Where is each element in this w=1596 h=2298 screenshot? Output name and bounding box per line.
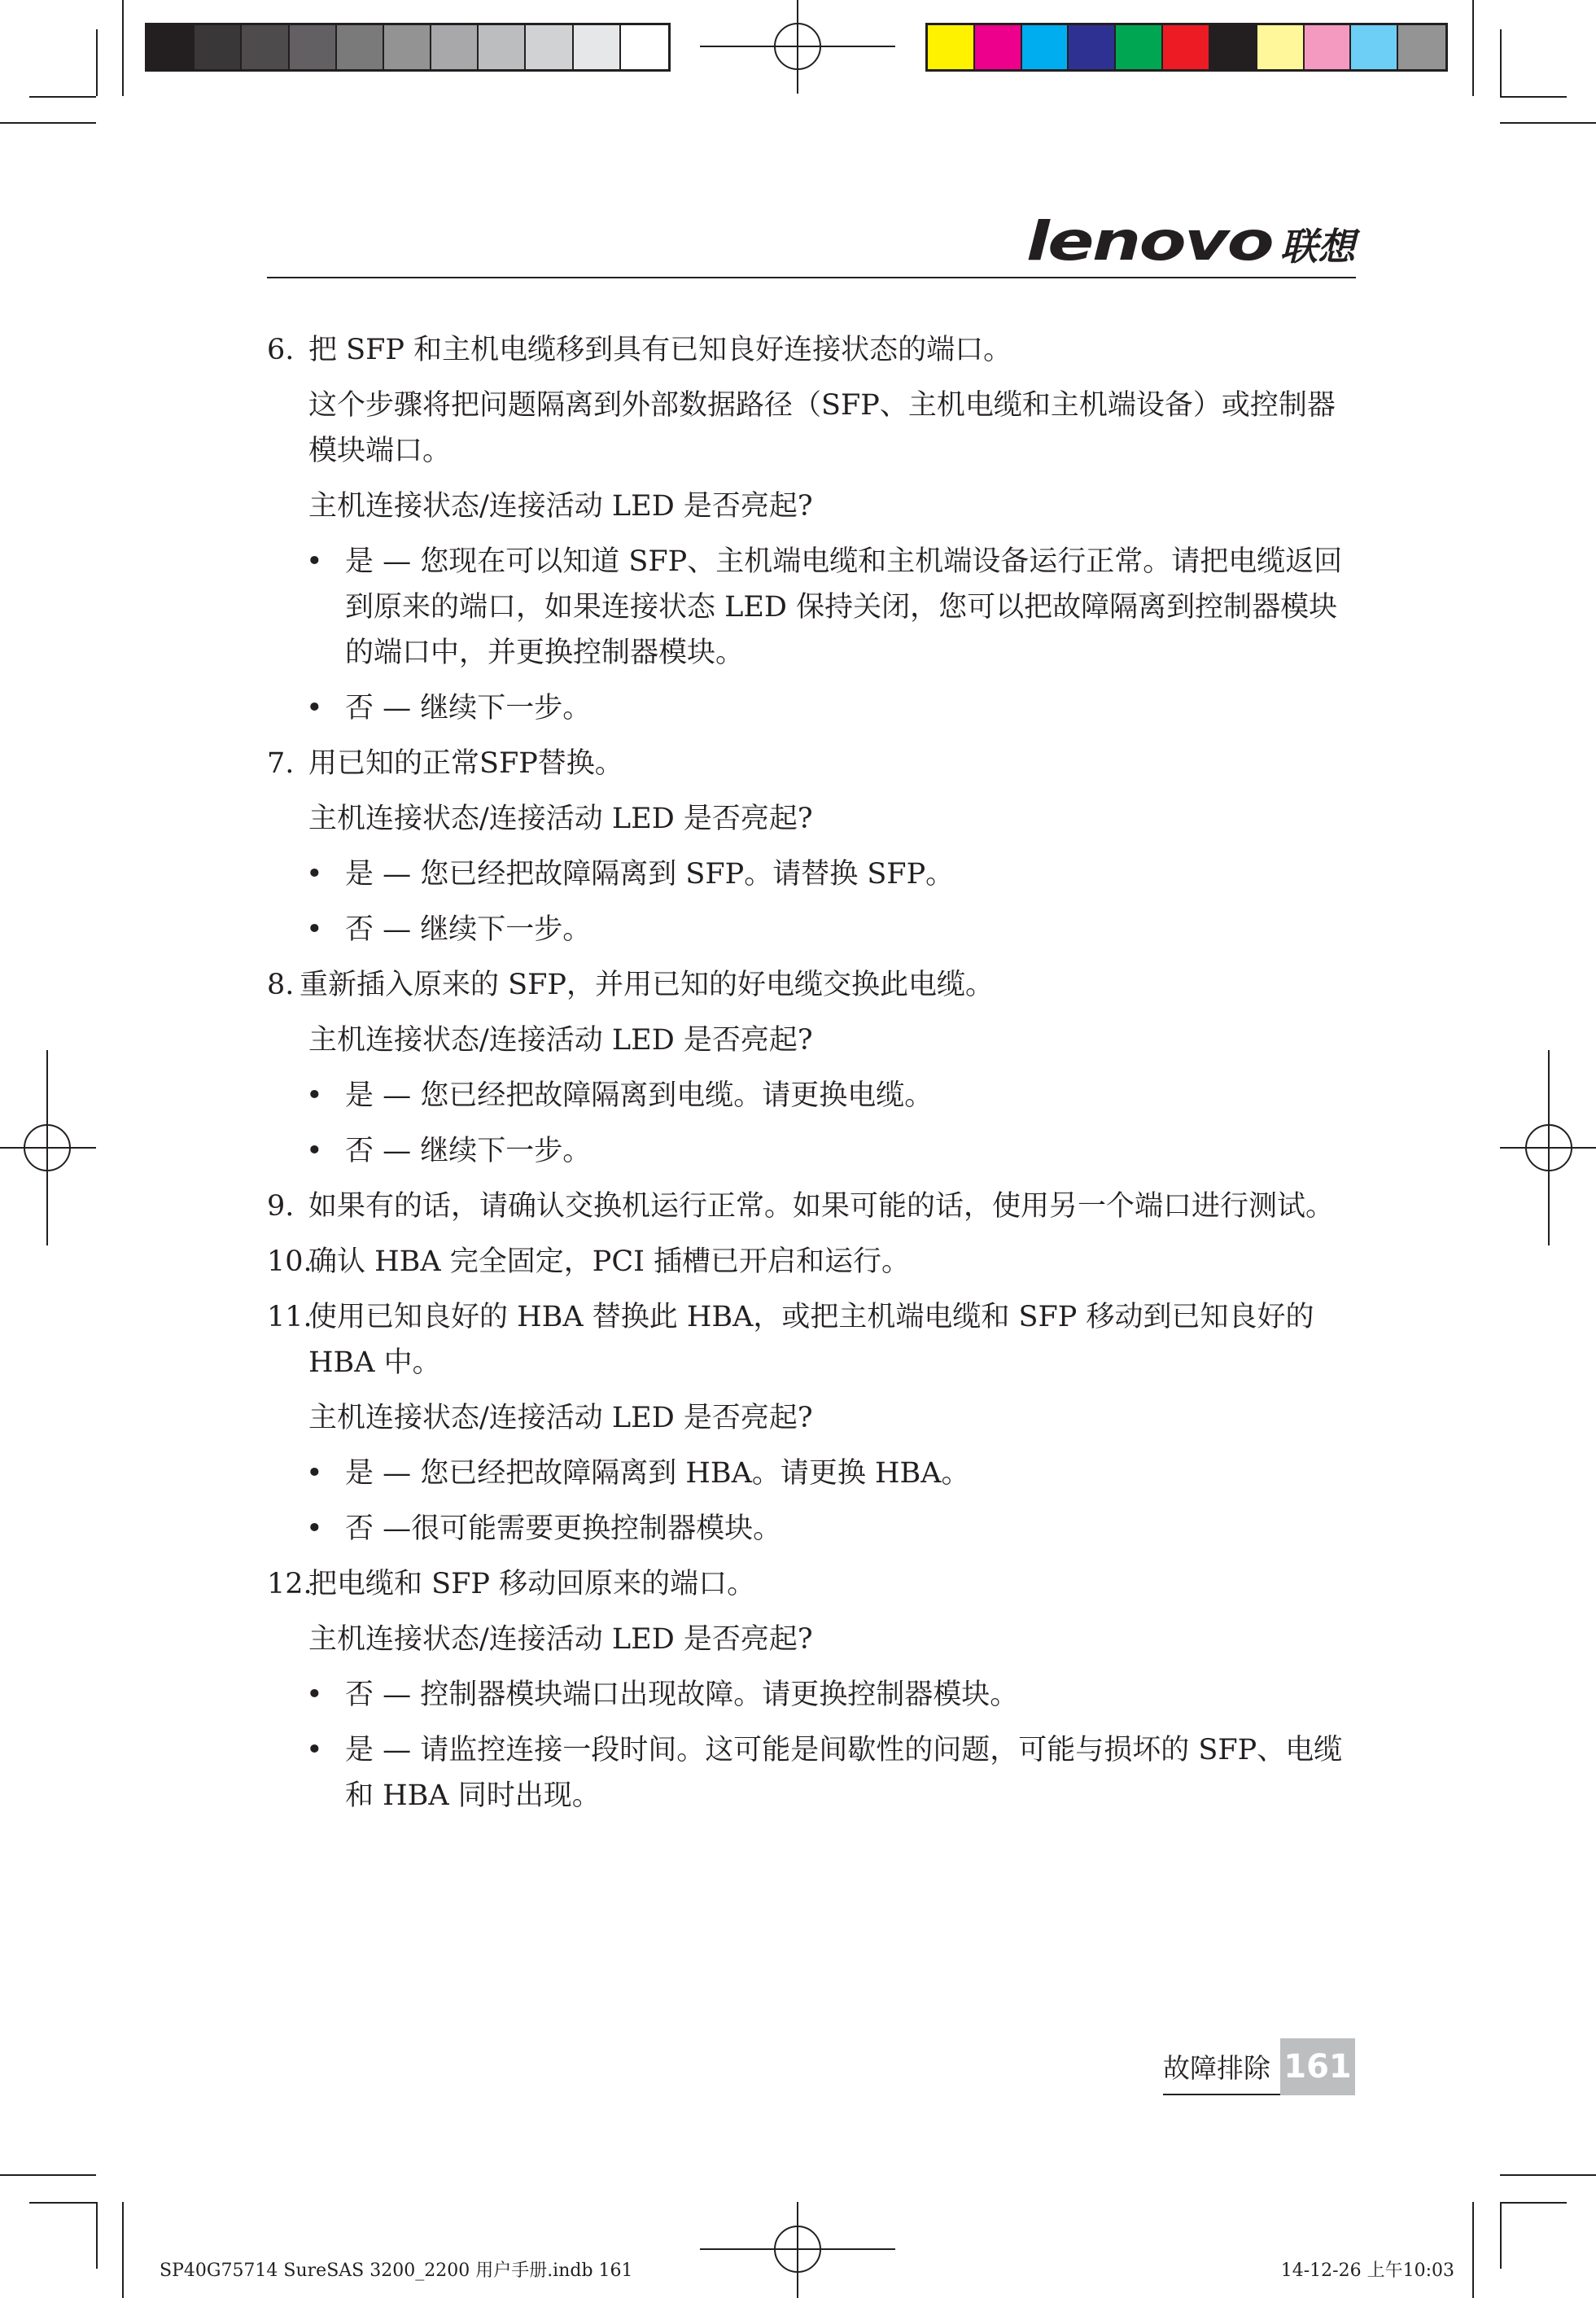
gray-swatch — [621, 25, 668, 69]
page-number: 161 — [1280, 2038, 1355, 2095]
crop-mark-bl-h2 — [29, 2202, 96, 2204]
color-swatch — [1022, 25, 1069, 69]
gray-swatch — [384, 25, 431, 69]
color-swatch — [975, 25, 1022, 69]
bullet-item — [267, 685, 1356, 731]
crop-mark-tl-v2 — [96, 29, 98, 96]
step-text: 重新插入原来的 SFP，并用已知的好电缆交换此电缆。 — [300, 969, 994, 1001]
question: 主机连接状态/连接活动 LED 是否亮起? — [308, 1402, 813, 1434]
registration-mark-left — [0, 1050, 96, 1245]
bullet-item — [267, 1672, 1356, 1718]
step-text: 用已知的正常SFP替换。 — [308, 747, 623, 780]
bullet-text: 否 — 继续下一步。 — [345, 913, 592, 946]
slug-left: SP40G75714 SureSAS 3200_2200 用户手册.indb 161 — [160, 2261, 633, 2281]
registration-mark-right — [1500, 1050, 1596, 1245]
gray-swatch — [290, 25, 337, 69]
bullet-icon: • — [306, 1135, 323, 1167]
crop-mark-tl-h2 — [29, 96, 96, 98]
gray-swatch — [195, 25, 242, 69]
bullet-icon: • — [306, 545, 323, 578]
cmyk-color-bar — [925, 23, 1448, 72]
color-swatch — [1305, 25, 1352, 69]
bullet-item — [267, 1506, 1356, 1552]
step-number: 12. — [267, 1568, 313, 1600]
logo-latin: lenovo — [1025, 210, 1272, 273]
slug-right: 14-12-26 上午10:03 — [1280, 2261, 1454, 2281]
step-number: 8. — [267, 969, 295, 1001]
logo-chinese: 联想 — [1280, 225, 1355, 269]
crop-mark-tr-h2 — [1500, 96, 1567, 98]
crop-mark-tr-v2 — [1500, 29, 1502, 96]
bullet-icon: • — [306, 1457, 323, 1490]
step-number: 6. — [267, 334, 295, 366]
color-swatch — [1116, 25, 1163, 69]
crop-mark-bl-v2 — [96, 2202, 98, 2269]
bullet-item — [267, 1128, 1356, 1174]
lenovo-logo — [1025, 210, 1355, 273]
gray-swatch — [479, 25, 526, 69]
color-swatch — [928, 25, 975, 69]
step-6 — [267, 327, 1356, 373]
bullet-icon: • — [306, 1079, 323, 1112]
section-label: 故障排除 — [1163, 2038, 1280, 2095]
bullet-item — [267, 1451, 1356, 1496]
bullet-item — [267, 907, 1356, 952]
header-rule — [267, 277, 1356, 278]
page-footer-tab — [1163, 2038, 1355, 2095]
bullet-icon: • — [306, 692, 323, 724]
step-number: 9. — [267, 1190, 295, 1223]
crop-mark-br-v2 — [1500, 2202, 1502, 2269]
crop-mark-br-h2 — [1500, 2202, 1567, 2204]
step-text: 把电缆和 SFP 移动回原来的端口。 — [308, 1568, 756, 1600]
step-number: 10. — [267, 1245, 313, 1278]
step-7 — [267, 741, 1356, 786]
crop-mark-bl-h — [0, 2174, 96, 2176]
bullet-icon: • — [306, 858, 323, 891]
question: 主机连接状态/连接活动 LED 是否亮起? — [308, 1024, 813, 1057]
step-11 — [267, 1294, 1356, 1385]
grayscale-color-bar — [145, 23, 671, 72]
bullet-text: 是 — 请监控连接一段时间。这可能是间歇性的问题，可能与损坏的 SFP、电缆和 HBA 同时出现。 — [345, 1734, 1343, 1812]
crop-mark-bl-v — [122, 2202, 124, 2298]
gray-swatch — [574, 25, 621, 69]
bullet-text: 是 — 您现在可以知道 SFP、主机端电缆和主机端设备运行正常。请把电缆返回到原来的端口，如果连接状态 LED 保持关闭，您可以把故障隔离到控制器模块的端口中，并更换控制器模块。 — [345, 545, 1343, 669]
crop-mark-tl-v — [122, 0, 124, 96]
step-9 — [267, 1184, 1356, 1229]
step-12 — [267, 1561, 1356, 1607]
bullet-icon: • — [306, 1679, 323, 1711]
bullet-item — [267, 1727, 1356, 1819]
bullet-text: 是 — 您已经把故障隔离到 SFP。请替换 SFP。 — [345, 858, 955, 891]
crop-mark-br-h — [1500, 2174, 1596, 2176]
color-swatch — [1210, 25, 1257, 69]
step-text: 如果有的话，请确认交换机运行正常。如果可能的话，使用另一个端口进行测试。 — [308, 1190, 1335, 1223]
bullet-text: 是 — 您已经把故障隔离到 HBA。请更换 HBA。 — [345, 1457, 970, 1490]
step-number: 11. — [267, 1301, 313, 1333]
step-text: 使用已知良好的 HBA 替换此 HBA，或把主机端电缆和 SFP 移动到已知良好的 HBA 中。 — [308, 1301, 1314, 1379]
registration-mark-top — [700, 0, 895, 94]
step-10 — [267, 1239, 1356, 1285]
color-swatch — [1398, 25, 1445, 69]
crop-mark-tr-h — [1500, 122, 1596, 124]
gray-swatch — [242, 25, 289, 69]
gray-swatch — [431, 25, 479, 69]
color-swatch — [1163, 25, 1210, 69]
paragraph: 这个步骤将把问题隔离到外部数据路径（SFP、主机电缆和主机端设备）或控制器模块端口。 — [308, 389, 1336, 467]
question: 主机连接状态/连接活动 LED 是否亮起? — [308, 1623, 813, 1656]
step-8 — [267, 962, 1356, 1008]
color-swatch — [1351, 25, 1398, 69]
registration-mark-bottom — [700, 2202, 895, 2298]
gray-swatch — [147, 25, 195, 69]
bullet-text: 否 —很可能需要更换控制器模块。 — [345, 1512, 782, 1545]
step-text: 把 SFP 和主机电缆移到具有已知良好连接状态的端口。 — [308, 334, 1012, 366]
step-number: 7. — [267, 747, 295, 780]
bullet-item — [267, 851, 1356, 897]
bullet-icon: • — [306, 1734, 323, 1766]
bullet-icon: • — [306, 913, 323, 946]
bullet-text: 否 — 继续下一步。 — [345, 1135, 592, 1167]
bullet-text: 否 — 控制器模块端口出现故障。请更换控制器模块。 — [345, 1679, 1019, 1711]
question: 主机连接状态/连接活动 LED 是否亮起? — [308, 490, 813, 523]
question: 主机连接状态/连接活动 LED 是否亮起? — [308, 803, 813, 835]
crop-mark-tr-v — [1472, 0, 1474, 96]
step-text: 确认 HBA 完全固定，PCI 插槽已开启和运行。 — [308, 1245, 911, 1278]
color-swatch — [1257, 25, 1305, 69]
bullet-icon: • — [306, 1512, 323, 1545]
bullet-item — [267, 539, 1356, 676]
crop-mark-br-v — [1472, 2202, 1474, 2298]
body-content — [267, 327, 1356, 1828]
bullet-item — [267, 1073, 1356, 1118]
gray-swatch — [337, 25, 384, 69]
color-swatch — [1069, 25, 1116, 69]
gray-swatch — [526, 25, 573, 69]
bullet-text: 否 — 继续下一步。 — [345, 692, 592, 724]
bullet-text: 是 — 您已经把故障隔离到电缆。请更换电缆。 — [345, 1079, 934, 1112]
crop-mark-tl-h — [0, 122, 96, 124]
